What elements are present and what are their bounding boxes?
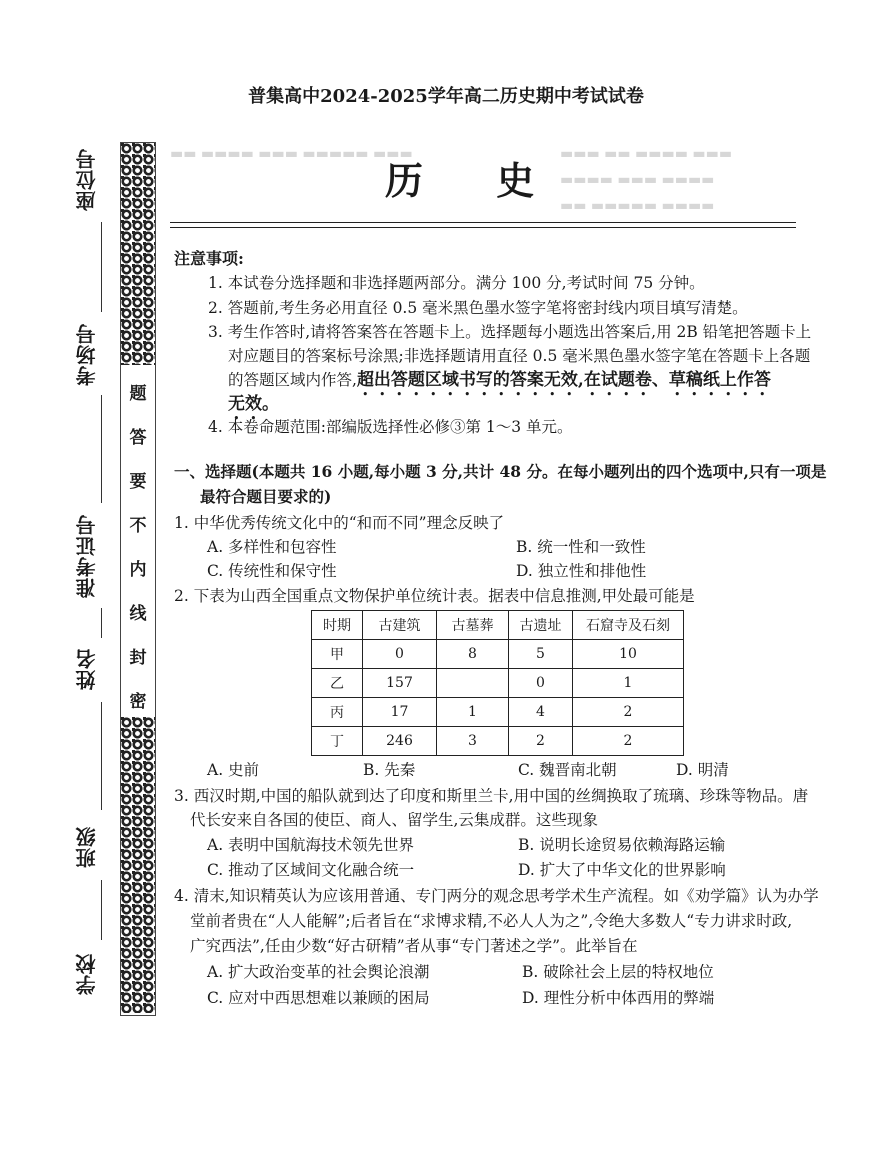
admission-number-label: 准考证号: [75, 514, 99, 598]
table-cell: 丁: [312, 727, 363, 756]
option-d: D. 明清: [676, 761, 729, 779]
question-stem: 3. 西汉时期,中国的船队就到达了印度和斯里兰卡,用中国的丝绸换取了琉璃、珍珠等物品。唐: [174, 787, 809, 805]
option-a: A. 多样性和包容性: [207, 538, 337, 556]
notice-item: 对应题目的答案标号涂黑;非选择题请用直径 0.5 毫米黑色墨水签字笔在答题卡上各题: [228, 347, 811, 365]
table-header-row: [312, 611, 684, 640]
table-cell: 乙: [312, 669, 363, 698]
table-cell: 2: [509, 727, 573, 756]
name-line: [101, 702, 102, 810]
option-a: A. 扩大政治变革的社会舆论浪潮: [207, 963, 430, 981]
title-divider: [170, 222, 796, 228]
class-label: 班级: [75, 826, 99, 868]
table-cell: [437, 669, 509, 698]
table-cell: 1: [573, 669, 684, 698]
table-cell: 8: [437, 640, 509, 669]
exam-room-line: [101, 395, 102, 503]
option-b: B. 统一性和一致性: [516, 538, 646, 556]
seal-char: 答: [129, 428, 147, 448]
table-header: 古遗址: [509, 611, 573, 640]
admission-number-line: [101, 608, 102, 638]
seal-strip: [120, 142, 156, 1016]
option-b: B. 破除社会上层的特权地位: [522, 963, 714, 981]
table-cell: 157: [363, 669, 437, 698]
table-cell: 10: [573, 640, 684, 669]
option-c: C. 魏晋南北朝: [518, 761, 617, 779]
table-cell: 丙: [312, 698, 363, 727]
table-cell: 2: [573, 698, 684, 727]
seal-char: 线: [129, 604, 147, 624]
option-d: D. 扩大了中华文化的世界影响: [518, 861, 726, 879]
option-a: A. 史前: [207, 761, 260, 779]
seal-char: 题: [129, 384, 147, 404]
table-cell: 0: [509, 669, 573, 698]
name-label: 姓名: [75, 648, 99, 690]
section-title: 一、选择题: [174, 462, 252, 481]
section-instructions: (本题共 16 小题,每小题 3 分,共计 48 分。在每小题列出的四个选项中,只有一项是: [251, 462, 827, 481]
seal-pattern-bottom: [121, 717, 155, 1013]
table-header: 时期: [312, 611, 363, 640]
table-row: [312, 698, 684, 727]
question-stem: 2. 下表为山西全国重点文物保护单位统计表。据表中信息推测,甲处最可能是: [174, 587, 695, 605]
seal-pattern-top: [121, 143, 155, 365]
class-line: [101, 880, 102, 940]
section-instructions: 最符合题目要求的): [200, 487, 332, 506]
notice-emphasis: 无效。: [228, 394, 279, 414]
table-cell: 1: [437, 698, 509, 727]
table-cell: 246: [363, 727, 437, 756]
notice-item: 1. 本试卷分选择题和非选择题两部分。满分 100 分,考试时间 75 分钟。: [208, 274, 705, 292]
table-cell: 3: [437, 727, 509, 756]
seal-char: 密: [129, 692, 147, 712]
question-stem: 堂前者贵在“人人能解”;后者旨在“求博求精,不必人人为之”,令绝大多数人“专力讲求时政,: [190, 912, 793, 930]
table-row: [312, 669, 684, 698]
notice-text: 的答题区域内作答,: [228, 371, 357, 389]
table-cell: 5: [509, 640, 573, 669]
question-stem: 广究西法”,任由少数“好古研精”者从事“专门著述之学”。此举旨在: [190, 937, 638, 955]
school-label: 学校: [75, 953, 99, 995]
table-row: [312, 640, 684, 669]
bleed-through-text: ▬▬ ▬▬▬▬▬ ▬▬▬▬: [560, 198, 715, 214]
question-stem: 4. 清末,知识精英认为应该用普通、专门两分的观念思考学术生产流程。如《劝学篇》认为办学: [174, 887, 819, 905]
subject-title: 历 史: [385, 158, 565, 203]
option-d: D. 理性分析中体西用的弊端: [522, 989, 715, 1007]
option-a: A. 表明中国航海技术领先世界: [207, 836, 415, 854]
option-d: D. 独立性和排他性: [516, 562, 647, 580]
option-b: B. 先秦: [363, 761, 416, 779]
bleed-through-text: ▬▬▬ ▬▬ ▬▬▬▬ ▬▬▬: [560, 146, 733, 162]
table-row: [312, 727, 684, 756]
table-cell: 0: [363, 640, 437, 669]
table-cell: 4: [509, 698, 573, 727]
option-c: C. 推动了区域间文化融合统一: [207, 861, 415, 879]
option-c: C. 传统性和保守性: [207, 562, 337, 580]
section-heading: [174, 460, 826, 482]
seal-char: 不: [129, 516, 147, 536]
seal-char: 封: [129, 648, 147, 668]
exam-room-label: 考场号: [75, 323, 99, 387]
notice-item: 3. 考生作答时,请将答案答在答题卡上。选择题每小题选出答案后,用 2B 铅笔把答题卡上: [208, 323, 812, 341]
notice-item: [228, 365, 771, 400]
table-header: 古建筑: [363, 611, 437, 640]
notice-item: 4. 本卷命题范围:部编版选择性必修③第 1～3 单元。: [208, 418, 573, 436]
notice-item: 2. 答题前,考生务必用直径 0.5 毫米黑色墨水签字笔将密封线内项目填写清楚。: [208, 299, 748, 317]
bleed-through-text: ▬▬▬▬ ▬▬▬ ▬▬▬▬: [560, 172, 715, 188]
seat-number-label: 座位号: [75, 148, 99, 212]
question-stem: 1. 中华优秀传统文化中的“和而不同”理念反映了: [174, 514, 505, 532]
seat-number-line: [101, 222, 102, 312]
option-c: C. 应对中西思想难以兼顾的困局: [207, 989, 430, 1007]
relics-table: [311, 610, 684, 756]
notice-heading: 注意事项:: [174, 249, 244, 268]
question-stem: 代长安来自各国的使臣、商人、留学生,云集成群。这些现象: [190, 811, 598, 829]
bleed-through-text: ▬▬ ▬▬▬▬ ▬▬▬ ▬▬▬▬▬ ▬▬▬: [170, 146, 413, 162]
table-header: 古墓葬: [437, 611, 509, 640]
table-cell: 甲: [312, 640, 363, 669]
table-cell: 2: [573, 727, 684, 756]
seal-char: 要: [129, 472, 147, 492]
exam-title: 普集高中2024-2025学年高二历史期中考试试卷: [248, 86, 644, 107]
seal-char: 内: [129, 560, 147, 580]
table-cell: 17: [363, 698, 437, 727]
option-b: B. 说明长途贸易依赖海路运输: [518, 836, 726, 854]
table-header: 石窟寺及石刻: [573, 611, 684, 640]
notice-emphasis: 超出答题区域书写的答案无效,在试题卷、草稿纸上作答: [356, 370, 771, 390]
